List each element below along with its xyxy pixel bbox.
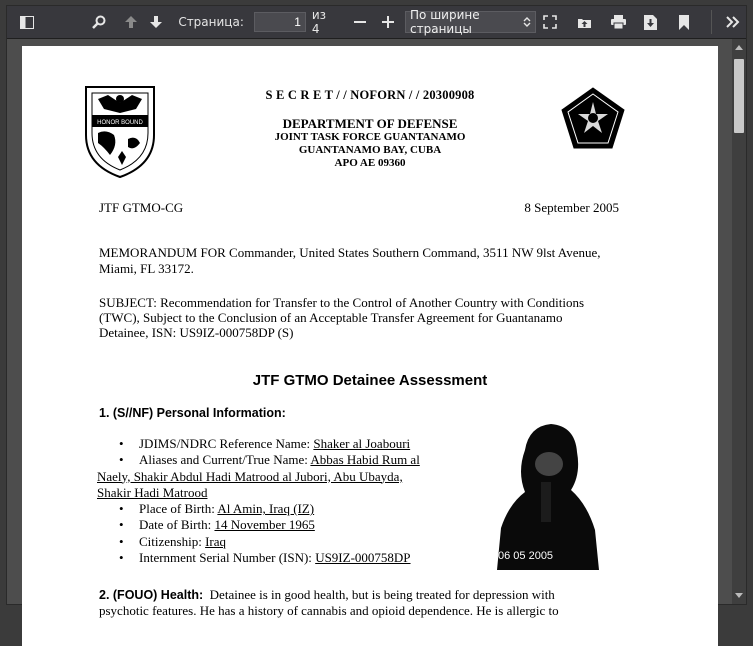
- department-name: DEPARTMENT OF DEFENSE: [282, 116, 458, 131]
- list-item: • Place of Birth: Al Amin, Iraq (IZ): [119, 501, 315, 517]
- presentation-mode-button[interactable]: [540, 10, 560, 34]
- page-count: из 4: [311, 8, 327, 36]
- zoom-out-button[interactable]: [349, 10, 371, 34]
- memo-line-2: Miami, FL 33172.: [99, 261, 194, 276]
- scroll-down-arrow[interactable]: [735, 593, 743, 598]
- section-1-heading: 1. (S//NF) Personal Information:: [99, 406, 286, 420]
- toolbar: [7, 6, 746, 39]
- sidebar-toggle-button[interactable]: [15, 10, 39, 34]
- section-2-line-1: 2. (FOUO) Health: Detainee is in good health, but is being treated for depression with: [99, 587, 555, 602]
- tools-button[interactable]: [711, 10, 746, 34]
- bookmark-button[interactable]: [671, 10, 697, 34]
- section-2-line-2: psychotic features. He has a history of cannabis and opioid dependence. He is allergic to: [99, 603, 559, 618]
- apo-address: APO AE 09360: [334, 157, 406, 169]
- list-item: Naely, Shakir Abdul Hadi Matrood al Jubori, Abu Ubayda,: [97, 468, 403, 484]
- fullscreen-icon: [543, 15, 557, 29]
- plus-icon: [382, 16, 394, 28]
- zoom-select[interactable]: [405, 8, 536, 36]
- save-icon: [644, 15, 657, 30]
- list-item: • Internment Serial Number (ISN): US9IZ-000758DP: [119, 550, 411, 566]
- sidebar-toggle-icon: [20, 16, 34, 29]
- bookmark-icon: [679, 15, 689, 30]
- search-icon: [92, 15, 106, 29]
- pdf-viewer-window: [6, 5, 747, 618]
- location-name: GUANTANAMO BAY, CUBA: [298, 144, 442, 156]
- svg-text:HONOR BOUND: HONOR BOUND: [97, 120, 143, 126]
- next-page-button[interactable]: [144, 10, 168, 34]
- list-item: • Aliases and Current/True Name: Abbas Habid Rum al: [119, 452, 420, 468]
- open-file-icon: [577, 15, 592, 29]
- classification-marking: S E C R E T / / NOFORN / / 20300908: [265, 88, 475, 102]
- document-viewer[interactable]: [7, 39, 746, 618]
- task-force-name: JOINT TASK FORCE GUANTANAMO: [274, 131, 466, 143]
- print-icon: [611, 15, 626, 29]
- subject-line-2: (TWC), Subject to the Conclusion of an Acceptable Transfer Agreement for Guantanamo: [99, 310, 563, 325]
- zoom-in-button[interactable]: [377, 10, 399, 34]
- memo-line-1: MEMORANDUM FOR Commander, United States Southern Command, 3511 NW 9lst Avenue,: [99, 245, 601, 260]
- zoom-select-value: По ширине страницы: [410, 8, 480, 36]
- download-button[interactable]: [638, 10, 664, 34]
- assessment-heading: JTF GTMO Detainee Assessment: [252, 372, 488, 389]
- southcom-seal-logo: [560, 86, 626, 152]
- chevron-updown-icon: [523, 16, 531, 28]
- arrow-up-icon: [124, 15, 138, 29]
- list-item: • Citizenship: Iraq: [119, 533, 227, 549]
- scroll-up-arrow[interactable]: [735, 45, 743, 50]
- from-line: JTF GTMO-CG: [99, 200, 184, 215]
- page-number-input[interactable]: [254, 12, 306, 32]
- list-item: • JDIMS/NDRC Reference Name: Shaker al Joabouri: [119, 436, 411, 451]
- subject-line-1: SUBJECT: Recommendation for Transfer to the Control of Another Country with Conditions: [99, 295, 585, 310]
- find-button[interactable]: [87, 10, 111, 34]
- scrollbar-thumb[interactable]: [734, 59, 744, 133]
- open-file-button[interactable]: [572, 10, 598, 34]
- subject-line-3: Detainee, ISN: US9IZ-000758DP (S): [99, 325, 294, 340]
- page-label: Страница:: [178, 15, 244, 29]
- memo-date: 8 September 2005: [524, 200, 619, 215]
- photo-date-stamp: 06 05 2005: [498, 550, 554, 562]
- list-item: • Date of Birth: 14 November 1965: [119, 517, 315, 533]
- personal-info-list: [97, 436, 474, 566]
- more-tools-icon: [726, 16, 740, 28]
- print-button[interactable]: [606, 10, 632, 34]
- arrow-down-icon: [149, 15, 163, 29]
- vertical-scrollbar[interactable]: [732, 39, 746, 604]
- previous-page-button[interactable]: [119, 10, 143, 34]
- list-item: Shakir Hadi Matrood: [97, 484, 208, 500]
- pdf-page: [22, 46, 718, 646]
- minus-icon: [354, 16, 366, 28]
